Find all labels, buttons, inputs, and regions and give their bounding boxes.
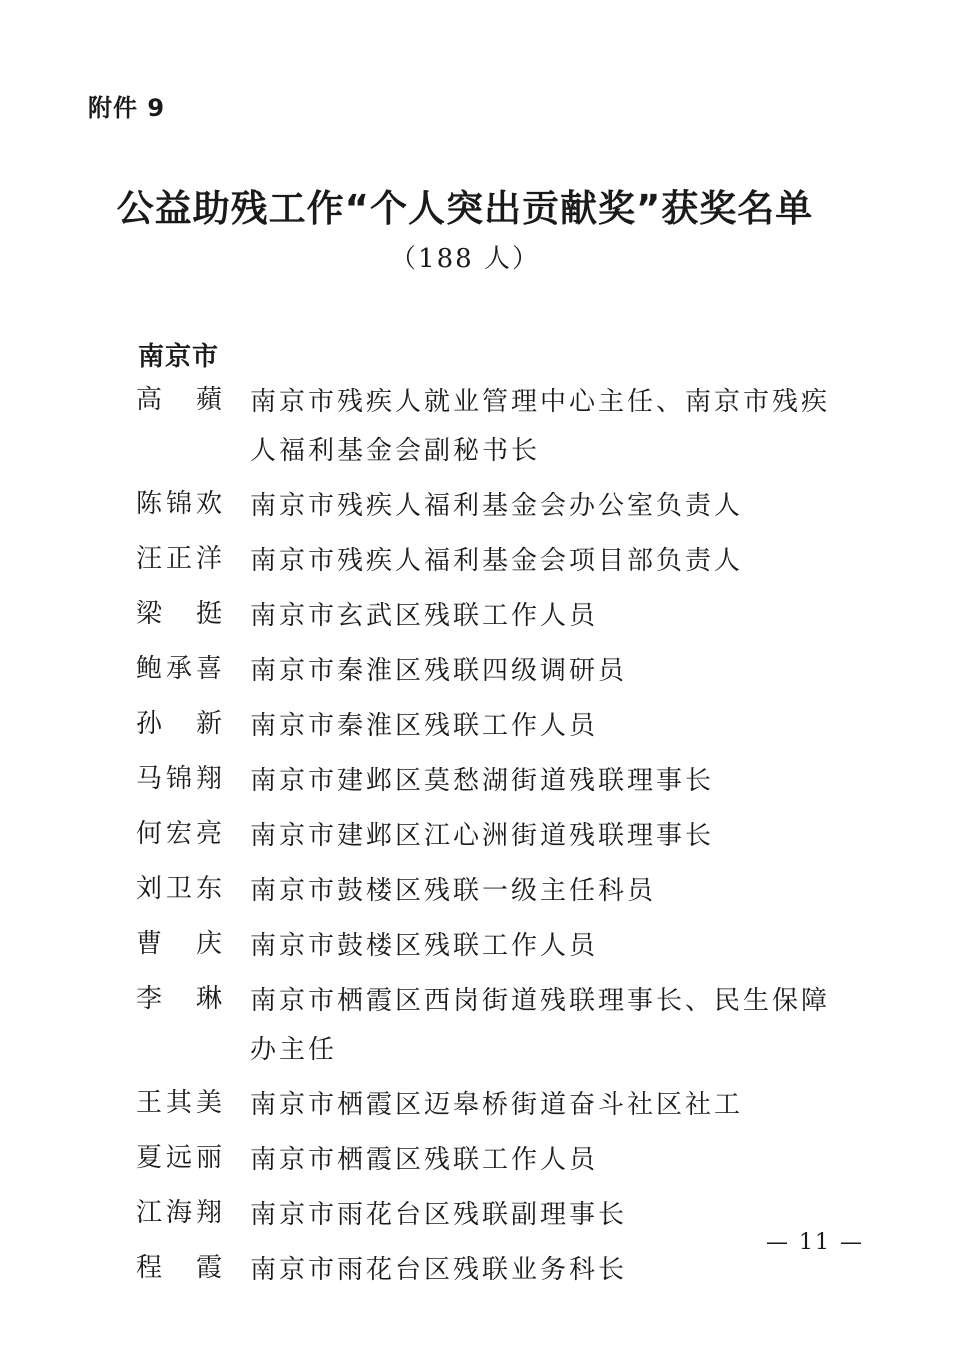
recipient-name: 马锦翔 (136, 764, 222, 794)
recipient-role: 南京市栖霞区残联工作人员 (250, 1145, 599, 1175)
recipient-role: 南京市残疾人福利基金会项目部负责人 (250, 546, 744, 576)
recipient-role: 南京市残疾人福利基金会办公室负责人 (250, 491, 744, 521)
list-item (136, 1191, 856, 1240)
list-item (136, 1081, 856, 1130)
recipient-name: 刘卫东 (136, 874, 222, 904)
recipient-name: 江海翔 (136, 1198, 222, 1228)
recipient-name: 何宏亮 (136, 819, 222, 849)
recipient-name: 夏远丽 (136, 1143, 222, 1173)
list-item (136, 867, 856, 916)
list-item (136, 1136, 856, 1185)
recipient-name: 梁 挺 (136, 599, 222, 629)
city-heading: 南京市 (138, 342, 220, 372)
list-item (136, 378, 856, 476)
recipient-role: 南京市雨花台区残联副理事长 (250, 1200, 628, 1230)
recipient-role: 南京市鼓楼区残联一级主任科员 (250, 876, 657, 906)
recipient-role: 南京市栖霞区西岗街道残联理事长、民生保障办主任 (250, 986, 831, 1065)
list-item (136, 1246, 856, 1295)
list-item (136, 482, 856, 531)
list-item (136, 702, 856, 751)
recipient-count: （188 人） (390, 244, 540, 274)
document-title: 公益助残工作“个人突出贡献奖”获奖名单 (116, 187, 814, 230)
attachment-label: 附件 9 (88, 94, 166, 122)
recipient-role: 南京市玄武区残联工作人员 (250, 601, 599, 631)
recipient-name: 王其美 (136, 1088, 222, 1118)
recipient-name: 汪正洋 (136, 544, 222, 574)
recipient-name: 高 蘋 (136, 385, 222, 415)
list-item (136, 592, 856, 641)
recipient-name: 曹 庆 (136, 929, 222, 959)
list-item (136, 812, 856, 861)
recipient-role: 南京市鼓楼区残联工作人员 (250, 931, 599, 961)
recipient-name: 孙 新 (136, 709, 222, 739)
recipient-name: 李 琳 (136, 984, 222, 1014)
recipient-role: 南京市栖霞区迈皋桥街道奋斗社区社工 (250, 1090, 744, 1120)
recipient-role: 南京市建邺区莫愁湖街道残联理事长 (250, 766, 715, 796)
list-item (136, 922, 856, 971)
award-list (136, 378, 856, 1301)
list-item (136, 977, 856, 1075)
recipient-role: 南京市秦淮区残联四级调研员 (250, 656, 628, 686)
recipient-name: 鲍承喜 (136, 654, 222, 684)
page-number: — 11 — (766, 1230, 864, 1255)
recipient-role: 南京市秦淮区残联工作人员 (250, 711, 599, 741)
list-item (136, 757, 856, 806)
recipient-role: 南京市残疾人就业管理中心主任、南京市残疾人福利基金会副秘书长 (250, 387, 831, 466)
list-item (136, 537, 856, 586)
recipient-name: 陈锦欢 (136, 489, 222, 519)
recipient-role: 南京市雨花台区残联业务科长 (250, 1255, 628, 1285)
recipient-role: 南京市建邺区江心洲街道残联理事长 (250, 821, 715, 851)
recipient-name: 程 霞 (136, 1253, 222, 1283)
list-item (136, 647, 856, 696)
